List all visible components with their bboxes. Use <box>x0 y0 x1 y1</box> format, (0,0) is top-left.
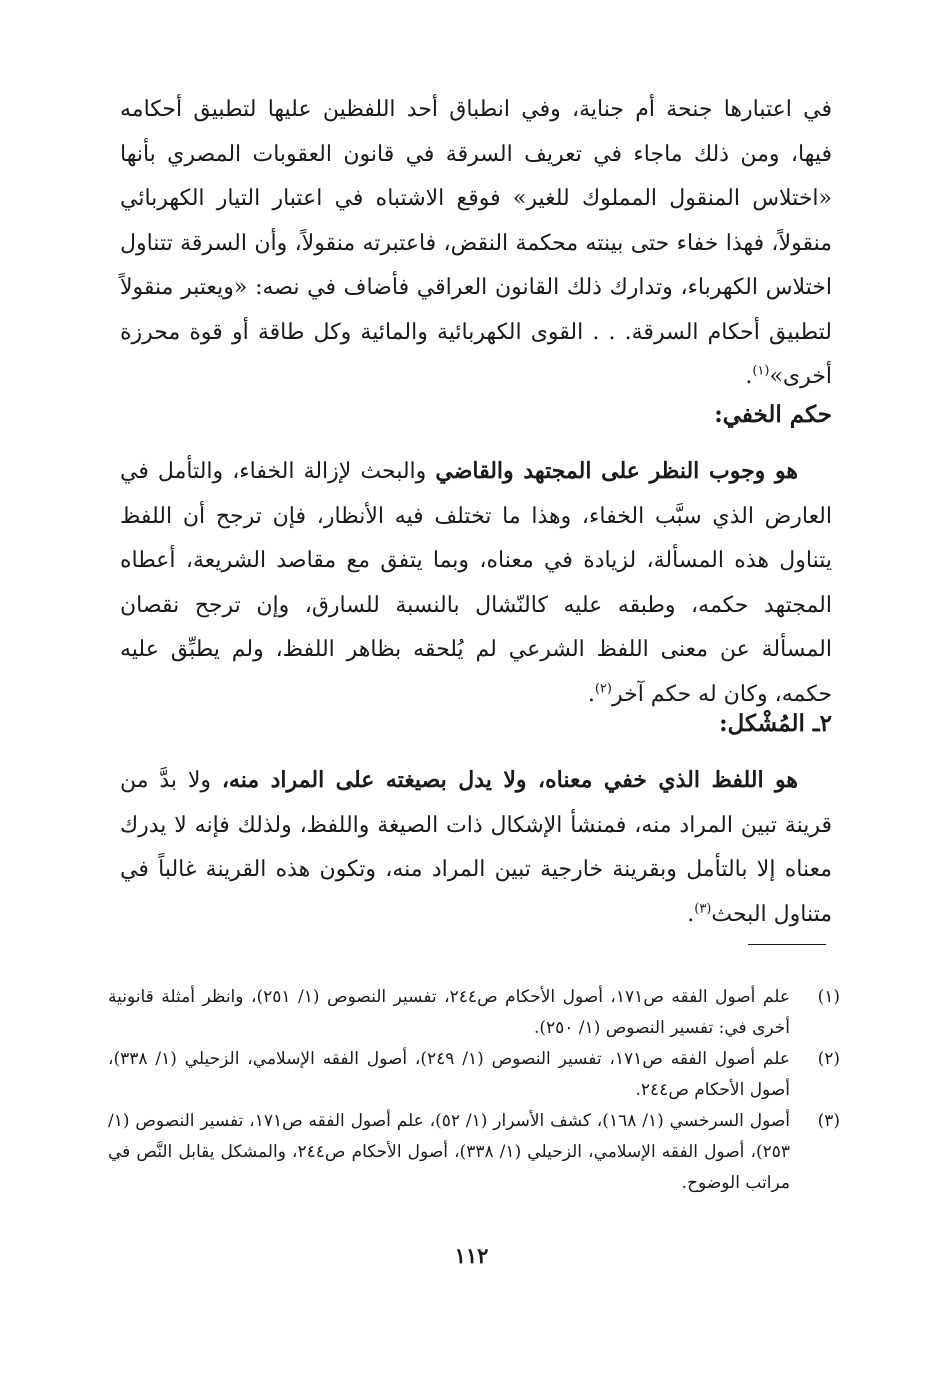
footnote-number: (١) <box>817 987 840 1007</box>
footnote-text: أصول السرخسي (١/ ١٦٨)، كشف الأسرار (١/ ٥٢)، علم أصول الفقه ص١٧١، تفسير النصوص (١/ ٢٥٣)، أصول الفقه الإسلامي، الزحيلي (١/ ٣٣٨)، أصول الأحكام ص٢٤٤، والمشكل يقابل النَّص في مراتب الوضوح. <box>108 1111 791 1193</box>
footnote-1 <box>108 982 840 1044</box>
footnote-ref-2: (٢) <box>594 681 612 697</box>
p2-line-1: والبحث لإزالة الخفاء، والتأمل <box>157 459 436 484</box>
footnote-number: (٣) <box>817 1111 840 1131</box>
paragraph-3 <box>120 758 832 937</box>
paragraph-2 <box>120 449 832 717</box>
footnote-text: علم أصول الفقه ص١٧١، تفسير النصوص (١/ ٢٤٩)، أصول الفقه الإسلامي، الزحيلي (١/ ٣٣٨)، أصول الأحكام ص٢٤٤. <box>108 1049 790 1100</box>
p2-line-5: نقصان المسألة عن معنى اللفظ الشرعي لم يُلحقه بظاهر اللفظ، ولم يطبِّق <box>120 592 832 662</box>
p1-line-5: تتناول اختلاس الكهرباء، وتدارك ذلك القانون العراقي فأضاف في نصه: <box>120 230 832 300</box>
p2-end: . <box>587 681 595 707</box>
footnote-ref-3: (٣) <box>694 901 712 917</box>
paragraph-mushkil-definition <box>120 758 832 937</box>
p1-line-1: في اعتبارها جنحة أم جناية، وفي انطباق أحد اللفظين عليها لتطبيق أحكامه <box>120 97 832 122</box>
p2-line-6: عليه حكمه، وكان له حكم آخر <box>120 637 832 707</box>
footnote-number: (٢) <box>817 1049 840 1069</box>
p3-end: . <box>687 901 695 927</box>
heading-khafi: حكم الخفي: <box>714 401 832 428</box>
page-number: ١١٢ <box>454 1243 489 1268</box>
footnotes <box>108 982 840 1199</box>
footnote-text: علم أصول الفقه ص١٧١، أصول الأحكام ص٢٤٤، تفسير النصوص (١/ ٢٥١)، وانظر أمثلة قانونية أخرى في: تفسير النصوص (١/ ٢٥٠). <box>108 987 790 1038</box>
p2-line-3: اللفظ يتناول هذه المسألة، لزيادة في معناه، وبما يتفق مع مقاصد الشريعة، <box>120 503 833 573</box>
p1-line-7: أو قوة محرزة أخرى» <box>120 319 832 389</box>
p2-bold-definition: هو وجوب النظر على المجتهد والقاضي <box>435 458 798 484</box>
footnote-ref-1: (١) <box>752 363 770 379</box>
p1-line-2: فيها، ومن ذلك ماجاء في تعريف السرقة في قانون العقوبات المصري بأنها <box>120 141 832 167</box>
p3-line-1: ولا بدَّ من <box>120 768 222 793</box>
heading-mushkil: ٢ـ المُشْكل: <box>719 710 832 737</box>
paragraph-1 <box>120 88 832 400</box>
paragraph-khafi-ruling <box>120 449 832 717</box>
p3-line-2: قرينة تبين المراد منه، فمنشأ الإشكال ذات الصيغة واللفظ، ولذلك فإنه لا <box>174 812 832 838</box>
footnote-3 <box>108 1106 840 1199</box>
p3-line-4: غالباً في متناول البحث <box>120 857 832 927</box>
p1-line-4: منقولاً، فهذا خفاء حتى بينته محكمة النقض، فاعتبرته منقولاً، وأن السرقة <box>180 230 832 256</box>
heading-khafi-block <box>120 393 832 438</box>
p2-line-4: أعطاه المجتهد حكمه، وطبقه عليه كالنّشال بالنسبة للسارق، وإن ترجح <box>120 548 832 618</box>
p1-line-6: «ويعتبر منقولاً لتطبيق أحكام السرقة. . . القوى الكهربائية والمائية وكل طاقة <box>120 275 832 345</box>
footnote-2 <box>108 1044 840 1106</box>
p3-line-3: يدرك معناه إلا بالتأمل وبقرينة خارجية تبين المراد منه، وتكون هذه القرينة <box>120 812 832 882</box>
p1-line-3: «اختلاس المنقول المملوك للغير» فوقع الاشتباه في اعتبار التيار الكهربائي <box>120 186 832 211</box>
footnote-separator <box>748 944 826 945</box>
paragraph-theft-example <box>120 88 832 400</box>
p1-end: . <box>745 364 753 389</box>
heading-mushkil-block <box>120 702 832 747</box>
p3-bold-definition: هو اللفظ الذي خفي معناه، ولا يدل بصيغته على المراد منه، <box>221 767 799 793</box>
p2-line-2: في العارض الذي سبَّب الخفاء، وهذا ما تختلف فيه الأنظار، فإن ترجح أن <box>120 459 833 529</box>
